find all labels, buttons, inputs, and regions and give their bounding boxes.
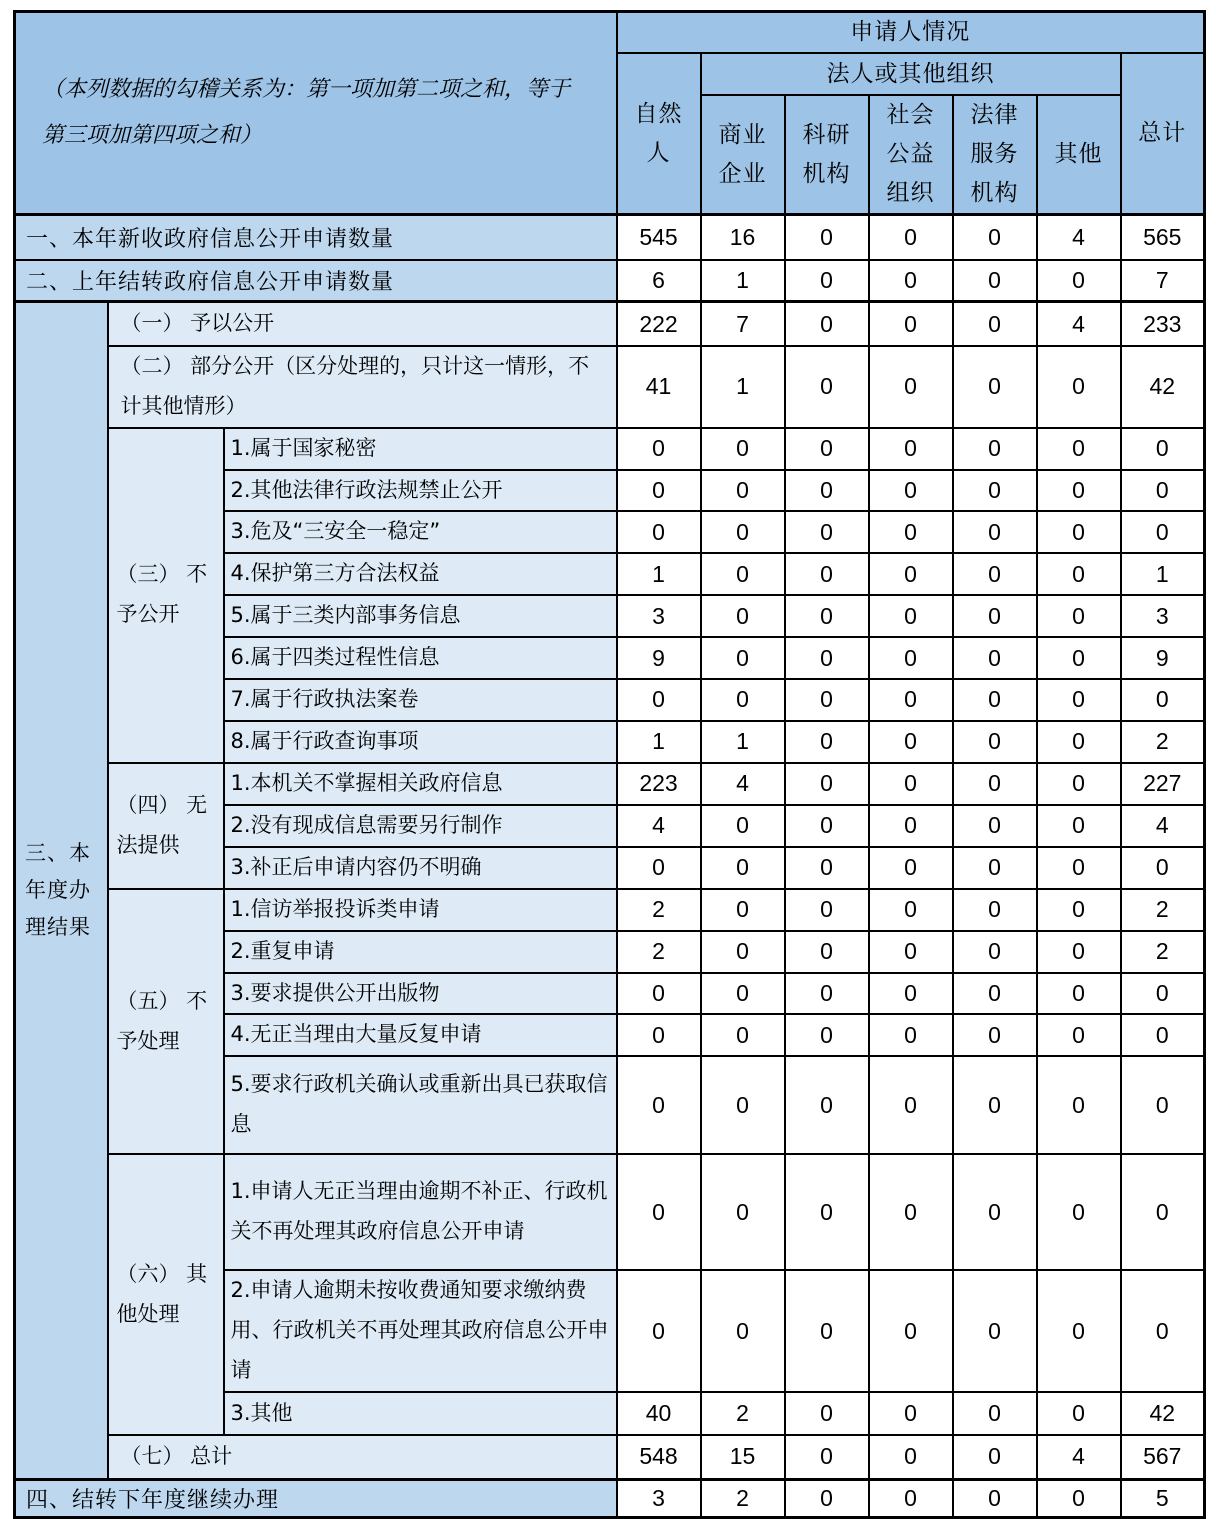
row-label-new-requests: 一、本年新收政府信息公开申请数量 [15,215,617,260]
value-cell: 0 [1121,470,1205,512]
value-cell: 0 [785,637,869,679]
value-cell: 1 [1121,553,1205,595]
value-cell: 2 [617,889,701,931]
value-cell: 0 [1037,973,1121,1015]
row-label-subtotal: （七） 总计 [108,1435,617,1479]
row-label-state-secret: 1.属于国家秘密 [224,428,617,470]
header-applicant-situation: 申请人情况 [617,12,1205,54]
value-cell: 0 [617,1014,701,1056]
value-cell: 0 [953,679,1037,721]
value-cell: 4 [1037,1435,1121,1479]
header-legal-or-other-org: 法人或其他组织 [701,53,1121,95]
value-cell: 0 [953,805,1037,847]
value-cell: 0 [1121,973,1205,1015]
value-cell: 0 [869,1270,953,1392]
row-label-granted: （一） 予以公开 [108,302,617,346]
value-cell: 2 [1121,889,1205,931]
row-label-carried-over: 二、上年结转政府信息公开申请数量 [15,260,617,302]
value-cell: 0 [953,931,1037,973]
group-label-refused: （三） 不予公开 [108,428,224,763]
value-cell: 3 [1121,595,1205,637]
row-label-partially-granted: （二） 部分公开（区分处理的，只计这一情形，不计其他情形） [108,346,617,428]
value-cell: 0 [953,973,1037,1015]
value-cell: 4 [1121,805,1205,847]
value-cell: 0 [617,470,701,512]
table-row [15,260,1205,302]
table-row [15,428,1205,470]
value-cell: 0 [785,302,869,346]
value-cell: 0 [953,1056,1037,1154]
value-cell: 4 [1037,302,1121,346]
value-cell: 0 [701,470,785,512]
value-cell: 0 [1037,470,1121,512]
value-cell: 40 [617,1392,701,1435]
value-cell: 2 [1121,721,1205,763]
value-cell: 0 [953,428,1037,470]
value-cell: 0 [953,302,1037,346]
value-cell: 1 [617,553,701,595]
value-cell: 0 [785,889,869,931]
value-cell: 16 [701,215,785,260]
table-header-row [15,12,1205,54]
row-label-unjustified-repeated: 4.无正当理由大量反复申请 [224,1014,617,1056]
value-cell: 9 [617,637,701,679]
value-cell: 0 [701,1270,785,1392]
value-cell: 0 [869,428,953,470]
value-cell: 0 [785,511,869,553]
value-cell: 3 [617,595,701,637]
value-cell: 0 [617,1270,701,1392]
value-cell: 0 [869,1392,953,1435]
value-cell: 0 [1037,511,1121,553]
value-cell: 0 [1121,847,1205,889]
value-cell: 0 [1037,260,1121,302]
value-cell: 0 [869,679,953,721]
value-cell: 2 [617,931,701,973]
value-cell: 0 [869,805,953,847]
value-cell: 0 [617,428,701,470]
value-cell: 0 [1037,1056,1121,1154]
value-cell: 0 [1121,1270,1205,1392]
value-cell: 0 [701,553,785,595]
value-cell: 1 [617,721,701,763]
value-cell: 4 [1037,215,1121,260]
value-cell: 0 [701,847,785,889]
row-label-confirm-obtained-info: 5.要求行政机关确认或重新出具已获取信息 [224,1056,617,1154]
value-cell: 0 [617,973,701,1015]
value-cell: 0 [785,1014,869,1056]
value-cell: 2 [701,1479,785,1517]
value-cell: 0 [869,973,953,1015]
value-cell: 0 [953,215,1037,260]
value-cell: 0 [1037,595,1121,637]
value-cell: 0 [1121,1154,1205,1270]
value-cell: 0 [869,637,953,679]
value-cell: 0 [1037,763,1121,805]
value-cell: 0 [869,763,953,805]
value-cell: 0 [1037,1392,1121,1435]
value-cell: 233 [1121,302,1205,346]
value-cell: 0 [785,1479,869,1517]
value-cell: 0 [953,1270,1037,1392]
row-label-process-info: 6.属于四类过程性信息 [224,637,617,679]
row-label-endanger-safety: 3.危及“三安全一稳定” [224,511,617,553]
value-cell: 0 [1037,428,1121,470]
value-cell: 548 [617,1435,701,1479]
value-cell: 0 [617,847,701,889]
value-cell: 0 [701,511,785,553]
value-cell: 0 [953,1435,1037,1479]
value-cell: 0 [953,511,1037,553]
row-label-enforcement-files: 7.属于行政执法案卷 [224,679,617,721]
group-label-other-handling: （六） 其他处理 [108,1154,224,1435]
value-cell: 6 [617,260,701,302]
row-label-petition-type: 1.信访举报投诉类申请 [224,889,617,931]
value-cell: 5 [1121,1479,1205,1517]
value-cell: 42 [1121,1392,1205,1435]
value-cell: 0 [1121,1014,1205,1056]
row-label-admin-inquiry: 8.属于行政查询事项 [224,721,617,763]
value-cell: 0 [953,1392,1037,1435]
row-label-internal-affairs: 5.属于三类内部事务信息 [224,595,617,637]
value-cell: 0 [1037,889,1121,931]
value-cell: 0 [953,1479,1037,1517]
disclosure-statistics-table [13,10,1206,1519]
value-cell: 565 [1121,215,1205,260]
value-cell: 0 [701,595,785,637]
value-cell: 0 [953,1014,1037,1056]
value-cell: 0 [701,637,785,679]
group-label-unable-to-provide: （四） 无法提供 [108,763,224,889]
row-label-other: 3.其他 [224,1392,617,1435]
value-cell: 0 [869,346,953,428]
value-cell: 0 [869,260,953,302]
value-cell: 2 [701,1392,785,1435]
value-cell: 0 [785,721,869,763]
row-label-needs-creation: 2.没有现成信息需要另行制作 [224,805,617,847]
value-cell: 0 [701,679,785,721]
value-cell: 0 [1037,931,1121,973]
value-cell: 0 [701,973,785,1015]
table-row [15,302,1205,346]
value-cell: 0 [785,470,869,512]
row-label-still-unclear: 3.补正后申请内容仍不明确 [224,847,617,889]
value-cell: 0 [1037,1270,1121,1392]
value-cell: 2 [1121,931,1205,973]
value-cell: 0 [785,679,869,721]
col-header-research: 科研机构 [785,95,869,215]
value-cell: 0 [869,889,953,931]
value-cell: 41 [617,346,701,428]
value-cell: 0 [785,1056,869,1154]
row-label-publications: 3.要求提供公开出版物 [224,973,617,1015]
value-cell: 227 [1121,763,1205,805]
value-cell: 0 [953,637,1037,679]
value-cell: 0 [1037,637,1121,679]
value-cell: 0 [785,1270,869,1392]
value-cell: 4 [617,805,701,847]
value-cell: 0 [869,595,953,637]
value-cell: 3 [617,1479,701,1517]
row-label-law-forbidden: 2.其他法律行政法规禁止公开 [224,470,617,512]
value-cell: 7 [1121,260,1205,302]
table-row [15,1154,1205,1270]
value-cell: 0 [785,553,869,595]
value-cell: 0 [869,511,953,553]
value-cell: 1 [701,346,785,428]
value-cell: 0 [869,553,953,595]
value-cell: 0 [869,721,953,763]
value-cell: 0 [869,847,953,889]
value-cell: 0 [785,1392,869,1435]
value-cell: 0 [869,470,953,512]
value-cell: 0 [1121,428,1205,470]
value-cell: 0 [785,1154,869,1270]
row-label-overdue-no-correction: 1.申请人无正当理由逾期不补正、行政机关不再处理其政府信息公开申请 [224,1154,617,1270]
value-cell: 0 [701,1154,785,1270]
value-cell: 0 [701,931,785,973]
value-cell: 0 [869,1154,953,1270]
value-cell: 0 [617,1154,701,1270]
value-cell: 0 [701,1014,785,1056]
value-cell: 1 [701,721,785,763]
value-cell: 0 [785,1435,869,1479]
value-cell: 0 [953,260,1037,302]
value-cell: 0 [869,1056,953,1154]
col-header-other: 其他 [1037,95,1121,215]
value-cell: 0 [785,763,869,805]
row-label-repeat-request: 2.重复申请 [224,931,617,973]
table-row [15,1479,1205,1517]
value-cell: 0 [701,805,785,847]
group-label-not-processed: （五） 不予处理 [108,889,224,1155]
value-cell: 0 [1121,1056,1205,1154]
value-cell: 0 [785,260,869,302]
value-cell: 223 [617,763,701,805]
value-cell: 0 [1037,805,1121,847]
value-cell: 0 [785,346,869,428]
value-cell: 9 [1121,637,1205,679]
value-cell: 567 [1121,1435,1205,1479]
value-cell: 0 [953,847,1037,889]
value-cell: 0 [869,1435,953,1479]
value-cell: 0 [785,215,869,260]
value-cell: 0 [953,763,1037,805]
value-cell: 0 [953,595,1037,637]
value-cell: 0 [701,889,785,931]
value-cell: 0 [953,1154,1037,1270]
section-label-results: 三、本年度办理结果 [15,302,108,1479]
col-header-total: 总计 [1121,53,1205,215]
value-cell: 15 [701,1435,785,1479]
value-cell: 0 [617,679,701,721]
value-cell: 0 [869,1479,953,1517]
value-cell: 0 [869,302,953,346]
reconciliation-note: （本列数据的勾稽关系为：第一项加第二项之和，等于第三项加第四项之和） [15,12,617,215]
value-cell: 0 [869,931,953,973]
table-row [15,215,1205,260]
table-row [15,346,1205,428]
value-cell: 0 [953,889,1037,931]
value-cell: 0 [785,931,869,973]
value-cell: 0 [953,721,1037,763]
table-row [15,889,1205,931]
value-cell: 0 [869,215,953,260]
value-cell: 0 [1037,721,1121,763]
value-cell: 0 [785,973,869,1015]
value-cell: 0 [785,805,869,847]
value-cell: 0 [785,595,869,637]
value-cell: 0 [1037,1014,1121,1056]
value-cell: 0 [1037,847,1121,889]
row-label-fee-not-paid: 2.申请人逾期未按收费通知要求缴纳费用、行政机关不再处理其政府信息公开申请 [224,1270,617,1392]
value-cell: 0 [1037,1479,1121,1517]
value-cell: 0 [1037,553,1121,595]
row-label-third-party-rights: 4.保护第三方合法权益 [224,553,617,595]
value-cell: 0 [785,428,869,470]
value-cell: 0 [1121,679,1205,721]
value-cell: 7 [701,302,785,346]
value-cell: 0 [701,1056,785,1154]
value-cell: 0 [953,470,1037,512]
value-cell: 0 [1121,511,1205,553]
value-cell: 0 [785,847,869,889]
value-cell: 1 [701,260,785,302]
value-cell: 4 [701,763,785,805]
value-cell: 0 [701,428,785,470]
value-cell: 0 [617,1056,701,1154]
value-cell: 0 [617,511,701,553]
value-cell: 545 [617,215,701,260]
row-label-not-held: 1.本机关不掌握相关政府信息 [224,763,617,805]
value-cell: 0 [1037,346,1121,428]
value-cell: 0 [953,553,1037,595]
col-header-social-welfare: 社会公益组织 [869,95,953,215]
row-label-carry-to-next-year: 四、结转下年度继续办理 [15,1479,617,1517]
value-cell: 0 [953,346,1037,428]
table-row [15,1435,1205,1479]
value-cell: 0 [1037,679,1121,721]
col-header-legal-service: 法律服务机构 [953,95,1037,215]
value-cell: 0 [1037,1154,1121,1270]
value-cell: 42 [1121,346,1205,428]
value-cell: 222 [617,302,701,346]
table-row [15,763,1205,805]
value-cell: 0 [869,1014,953,1056]
col-header-natural-person: 自然人 [617,53,701,215]
col-header-business: 商业企业 [701,95,785,215]
